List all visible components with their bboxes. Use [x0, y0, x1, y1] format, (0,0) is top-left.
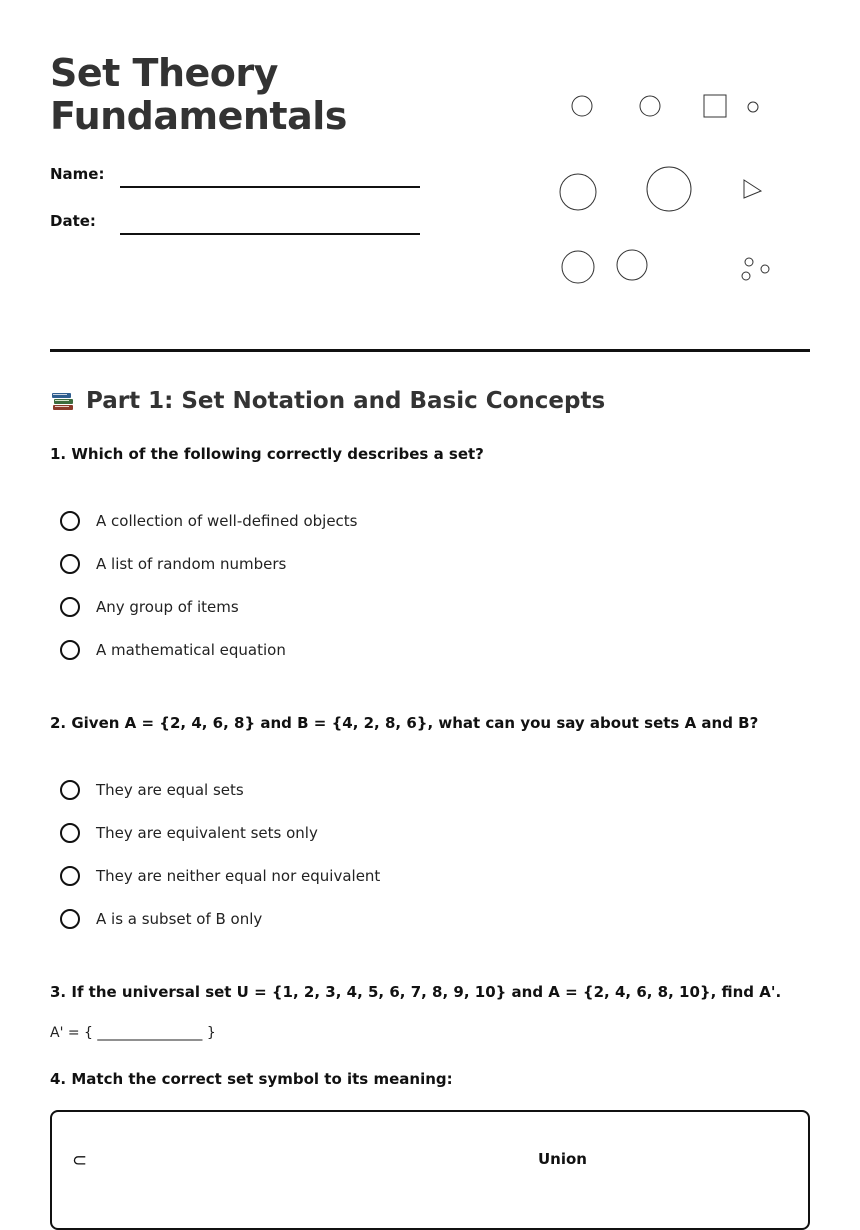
q2-option-2[interactable]: [60, 823, 318, 843]
question-1: 1. Which of the following correctly describes a set?: [50, 445, 484, 463]
option-label: A is a subset of B only: [96, 910, 263, 928]
question-3: 3. If the universal set U = {1, 2, 3, 4, 5, 6, 7, 8, 9, 10} and A = {2, 4, 6, 8, 10}, find A'.: [50, 983, 782, 1001]
radio-button[interactable]: [60, 823, 80, 843]
option-label: A collection of well-defined objects: [96, 512, 358, 530]
date-label: Date:: [50, 212, 96, 230]
option-label: A mathematical equation: [96, 641, 286, 659]
q2-option-4[interactable]: [60, 909, 262, 929]
page-title: [50, 52, 347, 138]
option-label: A list of random numbers: [96, 555, 287, 573]
name-label: Name:: [50, 165, 105, 183]
q1-option-4[interactable]: [60, 640, 286, 660]
radio-button[interactable]: [60, 866, 80, 886]
radio-button[interactable]: [60, 554, 80, 574]
radio-button[interactable]: [60, 597, 80, 617]
q1-option-2[interactable]: [60, 554, 286, 574]
title-line-2: Fundamentals: [50, 94, 347, 138]
option-label: They are neither equal nor equivalent: [96, 867, 381, 885]
name-field[interactable]: [120, 186, 420, 188]
set-symbol[interactable]: ⊂: [72, 1150, 88, 1171]
books-icon: [50, 388, 76, 414]
q1-option-3[interactable]: [60, 597, 239, 617]
title-line-1: Set Theory: [50, 51, 278, 95]
radio-button[interactable]: [60, 640, 80, 660]
header-divider: [50, 349, 810, 352]
option-label: Any group of items: [96, 598, 239, 616]
option-label: They are equivalent sets only: [96, 824, 318, 842]
part-1-title: Part 1: Set Notation and Basic Concepts: [86, 388, 606, 414]
radio-button[interactable]: [60, 780, 80, 800]
date-field[interactable]: [120, 233, 420, 235]
question-4: 4. Match the correct set symbol to its meaning:: [50, 1070, 453, 1088]
symbol-meaning[interactable]: Union: [538, 1150, 587, 1168]
question-2: 2. Given A = {2, 4, 6, 8} and B = {4, 2, 8, 6}, what can you say about sets A and B?: [50, 714, 759, 732]
answer-blank[interactable]: A' = { _______________ }: [50, 1025, 216, 1041]
option-label: They are equal sets: [96, 781, 244, 799]
q1-option-1[interactable]: [60, 511, 358, 531]
part-1-heading: [50, 388, 605, 414]
radio-button[interactable]: [60, 909, 80, 929]
q2-option-1[interactable]: [60, 780, 244, 800]
q2-option-3[interactable]: [60, 866, 380, 886]
matching-box: [50, 1110, 810, 1230]
geometric-shapes-icon: [530, 50, 810, 310]
radio-button[interactable]: [60, 511, 80, 531]
